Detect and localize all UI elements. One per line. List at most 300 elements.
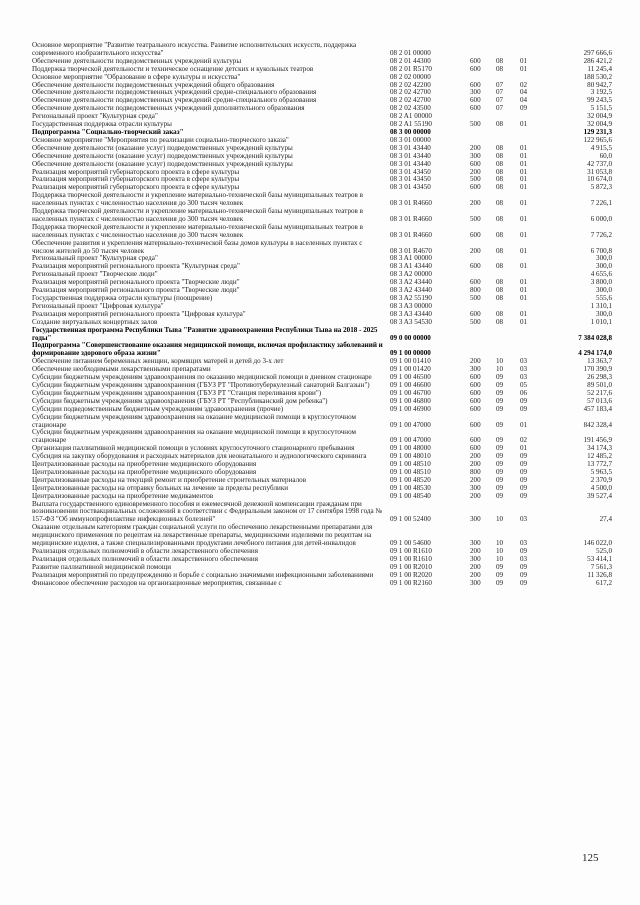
- row-amount: 4 915,5: [590, 143, 612, 152]
- row-section: 07: [496, 104, 504, 113]
- row-amount: 129 231,3: [583, 127, 612, 136]
- row-code: 08 2 A1 55190: [390, 120, 432, 129]
- row-name: Субсидия на закупку оборудования и расходных материалов для неонатального и аудиологического скрининга: [32, 452, 367, 461]
- row-code: 08 2 01 R5170: [390, 64, 432, 73]
- row-subsection: 09: [520, 570, 528, 579]
- row-section: 09: [496, 380, 504, 389]
- row-amount: 5 151,5: [590, 104, 612, 113]
- table-row: [32, 327, 612, 343]
- row-name: Финансовое обеспечение расходов на организационные мероприятия, связанные с: [32, 578, 282, 587]
- row-subsection: 01: [520, 159, 528, 168]
- row-amount: 300,0: [596, 286, 612, 295]
- row-name: Субсидии бюджетным учреждениям здравоохранения (ГБУЗ РТ "Станция переливания крови"): [32, 388, 322, 397]
- row-code: 08 2 02 43500: [390, 104, 431, 113]
- row-section: 08: [496, 278, 504, 287]
- row-amount: 89 501,0: [587, 380, 612, 389]
- row-section: 10: [496, 365, 504, 374]
- row-name: Основное мероприятие "Развитие театрального искусства. Развитие исполнительских искусств, поддержка современного изобразительного искусства": [32, 41, 357, 57]
- row-name: Государственная поддержка отрасли культуры: [32, 120, 172, 129]
- row-code: 09 1 00 46500: [390, 373, 431, 382]
- row-expense-type: 600: [470, 373, 481, 382]
- row-name: Субсидии бюджетным учреждениям здравоохранения на оказание медицинской помощи в круглосуточном стационаре: [32, 428, 356, 445]
- row-code: 09 1 00 R2160: [390, 578, 432, 587]
- row-subsection: 01: [520, 444, 528, 453]
- row-subsection: 01: [520, 309, 528, 318]
- row-subsection: 03: [520, 357, 528, 366]
- row-code: 09 1 00 46800: [390, 396, 431, 405]
- row-code: 08 3 01 43450: [390, 175, 431, 184]
- row-subsection: 04: [520, 96, 528, 105]
- row-code: 09 1 00 48510: [390, 460, 431, 469]
- row-expense-type: 600: [470, 80, 481, 89]
- row-expense-type: 600: [470, 230, 481, 239]
- row-amount: 12 485,2: [587, 452, 612, 461]
- row-subsection: 09: [520, 491, 528, 500]
- row-expense-type: 200: [470, 143, 481, 152]
- row-section: 09: [496, 373, 504, 382]
- row-subsection: 04: [520, 88, 528, 97]
- row-expense-type: 500: [470, 317, 481, 326]
- row-code: 08 3 01 R4670: [390, 246, 432, 255]
- row-code: 08 3 01 R4660: [390, 230, 432, 239]
- table-row: [32, 224, 612, 240]
- table-row: [32, 414, 612, 430]
- row-section: 07: [496, 80, 504, 89]
- row-amount: 26 298,3: [587, 373, 612, 382]
- row-subsection: 05: [520, 380, 528, 389]
- row-expense-type: 300: [470, 151, 481, 160]
- row-expense-type: 300: [470, 483, 481, 492]
- row-section: 08: [496, 214, 504, 223]
- row-section: 08: [496, 167, 504, 176]
- row-subsection: 01: [520, 199, 528, 208]
- row-section: 09: [496, 475, 504, 484]
- row-name: Государственная поддержка отрасли культуры (поощрение): [32, 294, 213, 302]
- row-code: 08 2 02 42700: [390, 88, 431, 97]
- row-expense-type: 300: [470, 88, 481, 97]
- row-amount: 7 561,3: [590, 562, 612, 571]
- row-section: 09: [496, 491, 504, 500]
- row-expense-type: 600: [470, 396, 481, 405]
- row-section: 09: [496, 452, 504, 461]
- row-name: Обеспечение деятельности (оказание услуг) подведомственных учреждений культуры: [32, 151, 293, 160]
- row-section: 10: [496, 539, 504, 548]
- row-section: 08: [496, 309, 504, 318]
- table-row: [32, 501, 612, 525]
- row-amount: 457 183,4: [583, 404, 612, 413]
- row-subsection: 01: [520, 120, 528, 129]
- row-expense-type: 600: [470, 436, 481, 445]
- row-section: 09: [496, 420, 504, 429]
- row-amount: 617,2: [596, 578, 612, 587]
- row-name: Реализация мероприятий по предупреждению и борьбе с социально значимыми инфекционными заболеваниями: [32, 570, 374, 579]
- row-amount: 39 527,4: [587, 491, 612, 500]
- row-code: 08 2 02 42200: [390, 80, 431, 89]
- row-subsection: 09: [520, 475, 528, 484]
- row-code: 08 3 01 43440: [390, 159, 431, 168]
- row-name: Централизованные расходы на текущий ремонт и приобретение строительных материалов: [32, 475, 307, 484]
- row-expense-type: 200: [470, 547, 481, 555]
- row-section: 08: [496, 183, 504, 192]
- row-section: 09: [496, 396, 504, 405]
- row-name: Реализация мероприятий регионального проекта "Творческие люди": [32, 286, 240, 295]
- row-name: Обеспечение деятельности подведомственных учреждений средне-специального образования: [32, 96, 317, 105]
- row-code: 09 1 00 52400: [390, 515, 431, 524]
- row-subsection: 01: [520, 167, 528, 176]
- row-name: Субсидии бюджетным учреждениям здравоохранения (ГБУЗ РТ "Республиканский дом ребенка"): [32, 396, 328, 405]
- row-expense-type: 200: [470, 199, 481, 208]
- row-code: 09 1 00 47000: [390, 436, 431, 445]
- row-code: 09 1 00 48000: [390, 444, 431, 453]
- row-section: 09: [496, 460, 504, 469]
- row-code: 08 3 A2 00000: [390, 270, 432, 279]
- row-expense-type: 200: [470, 246, 481, 255]
- row-expense-type: 600: [470, 262, 481, 271]
- row-name: Реализация мероприятий регионального проекта "Культурная среда": [32, 262, 240, 271]
- row-expense-type: 200: [470, 475, 481, 484]
- row-amount: 191 456,9: [583, 436, 612, 445]
- row-expense-type: 600: [470, 380, 481, 389]
- row-code: 08 3 A2 55190: [390, 294, 432, 302]
- row-code: 08 3 A2 43440: [390, 286, 432, 295]
- row-amount: 6 700,8: [590, 246, 612, 255]
- row-name: Подпрограмма "Социально-творческий заказ": [32, 127, 184, 136]
- row-expense-type: 300: [470, 554, 481, 563]
- row-subsection: 09: [520, 452, 528, 461]
- row-name: Региональный проект "Культурная среда": [32, 254, 158, 263]
- row-amount: 53 414,1: [587, 554, 612, 563]
- row-section: 09: [496, 483, 504, 492]
- row-code: 09 1 00 47000: [390, 420, 431, 429]
- row-expense-type: 600: [470, 404, 481, 413]
- row-name: Основное мероприятие "Мероприятия по реализации социально-творческого заказа": [32, 135, 289, 144]
- row-section: 10: [496, 554, 504, 563]
- row-expense-type: 600: [470, 444, 481, 453]
- row-amount: 10 674,0: [587, 175, 612, 184]
- row-name: Реализация мероприятий губернаторского проекта в сфере культуры: [32, 175, 240, 184]
- row-subsection: 03: [520, 515, 528, 524]
- row-expense-type: 300: [470, 515, 481, 524]
- table-row: [32, 192, 612, 208]
- row-subsection: 03: [520, 539, 528, 548]
- row-subsection: 03: [520, 554, 528, 563]
- row-name: Субсидии бюджетным учреждениям здравоохранения на оказание медицинской помощи в круглосуточном стационаре: [32, 412, 356, 429]
- table-row: [32, 240, 612, 256]
- row-name: Реализация мероприятий регионального проекта "Цифровая культура": [32, 309, 246, 318]
- row-code: 08 3 A1 43440: [390, 262, 432, 271]
- row-code: 08 3 01 43450: [390, 183, 431, 192]
- row-section: 08: [496, 286, 504, 295]
- row-amount: 60,0: [599, 151, 612, 160]
- row-expense-type: 300: [470, 539, 481, 548]
- row-code: 08 3 01 00000: [390, 135, 431, 144]
- row-section: 08: [496, 175, 504, 184]
- row-code: 09 1 00 46700: [390, 388, 431, 397]
- row-section: 08: [496, 151, 504, 160]
- row-code: 09 1 00 46900: [390, 404, 431, 413]
- row-amount: 4 500,0: [590, 483, 612, 492]
- row-code: 08 3 01 43440: [390, 143, 431, 152]
- row-subsection: 09: [520, 562, 528, 571]
- row-section: 10: [496, 547, 504, 555]
- row-subsection: 09: [520, 578, 528, 587]
- row-name: Централизованные расходы на приобретение медицинского оборудования: [32, 467, 257, 476]
- row-subsection: 03: [520, 365, 528, 374]
- row-amount: 300,0: [596, 309, 612, 318]
- budget-table: [32, 42, 612, 588]
- row-subsection: 01: [520, 262, 528, 271]
- row-amount: 555,6: [596, 294, 612, 302]
- row-name: Региональный проект "Цифровая культура": [32, 301, 164, 310]
- row-subsection: 01: [520, 175, 528, 184]
- row-expense-type: 600: [470, 388, 481, 397]
- row-name: Обеспечение деятельности (оказание услуг) подведомственных учреждений культуры: [32, 159, 293, 168]
- row-code: 09 1 00 00000: [390, 349, 431, 358]
- row-amount: 5 963,5: [590, 467, 612, 476]
- row-amount: 13 772,7: [587, 460, 612, 469]
- row-name: Реализация отдельных полномочий в области лекарственного обеспечения: [32, 554, 258, 563]
- row-section: 08: [496, 159, 504, 168]
- row-code: 09 1 00 R1610: [390, 554, 432, 563]
- table-row: [32, 208, 612, 224]
- row-section: 09: [496, 467, 504, 476]
- row-expense-type: 600: [470, 64, 481, 73]
- row-amount: 32 004,9: [587, 120, 612, 129]
- row-code: 08 3 A2 43440: [390, 278, 432, 287]
- row-expense-type: 600: [470, 56, 481, 65]
- row-name: Государственная программа Республики Тыва "Развитие здравоохранения Республики Тыва на 2018 - 2025 годы": [32, 325, 378, 342]
- row-name: Реализация отдельных полномочий в области лекарственного обеспечения: [32, 547, 258, 555]
- row-expense-type: 600: [470, 104, 481, 113]
- row-code: 09 1 00 R1610: [390, 547, 432, 555]
- row-subsection: 01: [520, 151, 528, 160]
- row-subsection: 01: [520, 246, 528, 255]
- row-amount: 3 800,0: [590, 278, 612, 287]
- row-subsection: 01: [520, 214, 528, 223]
- row-amount: 170 390,9: [583, 365, 612, 374]
- row-name: Поддержка творческой деятельности и укрепление материально-технической базы муниципальных театров в населенных пунктах с численностью населения до 300 тысяч человек: [32, 222, 364, 239]
- row-code: 09 1 00 54600: [390, 539, 431, 548]
- row-name: Поддержка творческой деятельности и укрепление материально-технической базы муниципальных театров в населенных пунктах с численностью населения до 300 тысяч человек: [32, 207, 364, 223]
- row-section: 08: [496, 317, 504, 326]
- row-amount: 34 174,3: [587, 444, 612, 453]
- row-expense-type: 600: [470, 96, 481, 105]
- table-row: [32, 342, 612, 358]
- row-code: 08 2 02 42700: [390, 96, 431, 105]
- row-amount: 13 363,7: [587, 357, 612, 366]
- row-section: 09: [496, 570, 504, 579]
- row-code: 09 1 00 R2010: [390, 562, 432, 571]
- row-section: 09: [496, 404, 504, 413]
- table-row: [32, 580, 612, 588]
- row-code: 09 1 00 48510: [390, 467, 431, 476]
- row-subsection: 09: [520, 483, 528, 492]
- row-expense-type: 600: [470, 278, 481, 287]
- row-name: Централизованные расходы на приобретение медицинского оборудования: [32, 460, 257, 469]
- row-expense-type: 600: [470, 420, 481, 429]
- row-section: 08: [496, 120, 504, 129]
- row-expense-type: 800: [470, 286, 481, 295]
- row-code: 08 3 01 R4660: [390, 214, 432, 223]
- row-expense-type: 600: [470, 183, 481, 192]
- row-amount: 842 328,4: [583, 420, 612, 429]
- row-section: 10: [496, 357, 504, 366]
- row-name: Обеспечение деятельности подведомственных учреждений общего образования: [32, 80, 275, 89]
- row-subsection: 01: [520, 183, 528, 192]
- row-amount: 31 053,8: [587, 167, 612, 176]
- row-subsection: 01: [520, 286, 528, 295]
- table-row: [32, 429, 612, 445]
- row-subsection: 02: [520, 436, 528, 445]
- row-amount: 300,0: [596, 254, 612, 263]
- row-code: 09 1 00 46600: [390, 380, 431, 389]
- row-section: 09: [496, 388, 504, 397]
- row-name: Обеспечение развития и укрепления материально-технической базы домов культуры в населенных пунктах с числом жителей до 50 тысяч человек: [32, 238, 363, 255]
- row-expense-type: 500: [470, 294, 481, 302]
- row-code: 08 3 A3 43440: [390, 309, 432, 318]
- row-name: Основное мероприятие "Образование в сфере культуры и искусства": [32, 72, 241, 81]
- row-amount: 99 243,5: [587, 96, 612, 105]
- row-expense-type: 600: [470, 159, 481, 168]
- row-section: 09: [496, 578, 504, 587]
- row-subsection: 09: [520, 467, 528, 476]
- row-name: Региональный проект "Творческие люди": [32, 270, 158, 279]
- row-subsection: 01: [520, 64, 528, 73]
- row-code: 09 0 00 00000: [390, 333, 431, 342]
- row-subsection: 09: [520, 460, 528, 469]
- row-name: Поддержка творческой деятельности и техническое оснащение детских и кукольных театров: [32, 64, 314, 73]
- row-section: 09: [496, 436, 504, 445]
- row-section: 08: [496, 246, 504, 255]
- table-row: [32, 42, 612, 58]
- row-name: Организация паллиативной медицинской помощи в условиях круглосуточного стационарного пребывания: [32, 444, 355, 453]
- row-subsection: 09: [520, 404, 528, 413]
- row-expense-type: 300: [470, 578, 481, 587]
- row-amount: 286 421,2: [583, 56, 612, 65]
- row-expense-type: 200: [470, 491, 481, 500]
- row-section: 08: [496, 64, 504, 73]
- row-section: 08: [496, 230, 504, 239]
- row-subsection: 09: [520, 396, 528, 405]
- row-code: 08 3 A1 00000: [390, 254, 432, 263]
- row-section: 08: [496, 262, 504, 271]
- row-amount: 3 192,5: [590, 88, 612, 97]
- row-subsection: 01: [520, 230, 528, 239]
- row-section: 09: [496, 444, 504, 453]
- row-expense-type: 200: [470, 357, 481, 366]
- row-name: Централизованные расходы на приобретение медикаментов: [32, 491, 214, 500]
- row-subsection: 01: [520, 143, 528, 152]
- row-name: Обеспечение необходимыми лекарственными препаратами: [32, 365, 211, 374]
- row-code: 09 1 00 48540: [390, 491, 431, 500]
- row-code: 09 1 00 R2020: [390, 570, 432, 579]
- row-section: 08: [496, 199, 504, 208]
- row-section: 08: [496, 56, 504, 65]
- row-code: 09 1 00 01410: [390, 357, 431, 366]
- row-subsection: 01: [520, 420, 528, 429]
- row-amount: 27,4: [599, 515, 612, 524]
- row-section: 07: [496, 96, 504, 105]
- row-amount: 6 000,0: [590, 214, 612, 223]
- row-code: 08 2 01 00000: [390, 48, 431, 57]
- row-section: 08: [496, 143, 504, 152]
- row-amount: 11 326,8: [587, 570, 612, 579]
- row-code: 08 2 01 44300: [390, 56, 431, 65]
- row-amount: 4 655,6: [590, 270, 612, 279]
- row-name: Обеспечение деятельности подведомственных учреждений дополнительного образования: [32, 104, 305, 113]
- row-code: 08 3 A3 54530: [390, 317, 432, 326]
- row-name: Обеспечение питанием беременных женщин, кормящих матерей и детей до 3-х лет: [32, 357, 284, 366]
- row-code: 09 1 00 48530: [390, 483, 431, 492]
- row-code: 09 1 00 48520: [390, 475, 431, 484]
- row-expense-type: 200: [470, 460, 481, 469]
- row-expense-type: 500: [470, 120, 481, 129]
- row-amount: 7 726,2: [590, 230, 612, 239]
- row-amount: 7 384 028,8: [578, 333, 612, 342]
- row-expense-type: 800: [470, 467, 481, 476]
- row-code: 09 1 00 01420: [390, 365, 431, 374]
- row-name: Развитие паллиативной медицинской помощи: [32, 562, 172, 571]
- row-amount: 52 217,6: [587, 388, 612, 397]
- row-subsection: 09: [520, 547, 528, 555]
- row-name: Реализация мероприятий губернаторского проекта в сфере культуры: [32, 183, 240, 192]
- row-expense-type: 200: [470, 562, 481, 571]
- row-name: Подпрограмма "Совершенствование оказания медицинской помощи, включая профилактику заболеваний и формирование здорового образа жизни": [32, 341, 383, 358]
- row-amount: 1 010,1: [590, 317, 612, 326]
- row-amount: 80 942,7: [587, 80, 612, 89]
- row-name: Обеспечение деятельности подведомственных учреждений средне-специального образования: [32, 88, 317, 97]
- row-amount: 4 294 174,0: [578, 349, 612, 358]
- row-amount: 146 022,0: [583, 539, 612, 548]
- row-section: 09: [496, 562, 504, 571]
- row-name: Создание виртуальных концертных залов: [32, 317, 158, 326]
- row-amount: 300,0: [596, 262, 612, 271]
- row-amount: 42 737,0: [587, 159, 612, 168]
- row-code: 08 2 A1 00000: [390, 112, 432, 121]
- row-name: Обеспечение деятельности подведомственных учреждений культуры: [32, 56, 242, 65]
- row-name: Обеспечение деятельности (оказание услуг) подведомственных учреждений культуры: [32, 143, 293, 152]
- row-amount: 11 245,4: [587, 64, 612, 73]
- row-section: 10: [496, 515, 504, 524]
- row-subsection: 09: [520, 104, 528, 113]
- row-section: 07: [496, 88, 504, 97]
- row-code: 08 2 02 00000: [390, 72, 431, 81]
- row-name: Оказание отдельным категориям граждан социальной услуги по обеспечению лекарственными препаратами для медицинского применения по рецептам на лекарственные препараты, медицинскими изделиями по рецептам на медицинские изделия, а также специализированными продуктами лечебного питания для детей-инвалидов: [32, 523, 373, 548]
- row-name: Поддержка творческой деятельности и укрепление материально-технической базы муниципальных театров в населенных пунктах с численностью населения до 300 тысяч человек: [32, 191, 364, 208]
- row-amount: 1 310,1: [590, 301, 612, 310]
- row-amount: 122 965,6: [583, 135, 612, 144]
- row-amount: 7 226,1: [590, 199, 612, 208]
- row-code: 09 1 00 48010: [390, 452, 431, 461]
- row-subsection: 06: [520, 388, 528, 397]
- row-name: Реализация мероприятий регионального проекта "Творческие люди": [32, 278, 240, 287]
- row-code: 08 3 01 R4660: [390, 199, 432, 208]
- row-amount: 525,0: [596, 547, 612, 555]
- row-expense-type: 200: [470, 167, 481, 176]
- page-number: 125: [582, 852, 599, 864]
- row-name: Субсидии бюджетным учреждениям здравоохранения по оказанию медицинской помощи в дневном стационаре: [32, 373, 372, 382]
- row-code: 08 3 01 43450: [390, 167, 431, 176]
- row-name: Субсидии бюджетным учреждениям здравоохранения (ГБУЗ РТ "Противотуберкулезный санаторий Балгазын"): [32, 380, 370, 389]
- row-code: 08 3 A3 00000: [390, 301, 432, 310]
- row-name: Реализация мероприятий губернаторского проекта в сфере культуры: [32, 167, 240, 176]
- row-name: Централизованные расходы на отправку больных на лечение за пределы республики: [32, 483, 289, 492]
- row-name: Выплата государственного единовременного пособия и ежемесячной денежной компенсации гражданам при возникновении поствакцинальных осложнений в соответствии с Федеральным законом от 17 сентября 1998 года № 157-ФЗ "Об иммунопрофилактике инфекционных болезней": [32, 499, 383, 524]
- row-subsection: 01: [520, 294, 528, 302]
- row-subsection: 01: [520, 278, 528, 287]
- row-amount: 2 370,9: [590, 475, 612, 484]
- row-name: Региональный проект "Культурная среда": [32, 112, 158, 121]
